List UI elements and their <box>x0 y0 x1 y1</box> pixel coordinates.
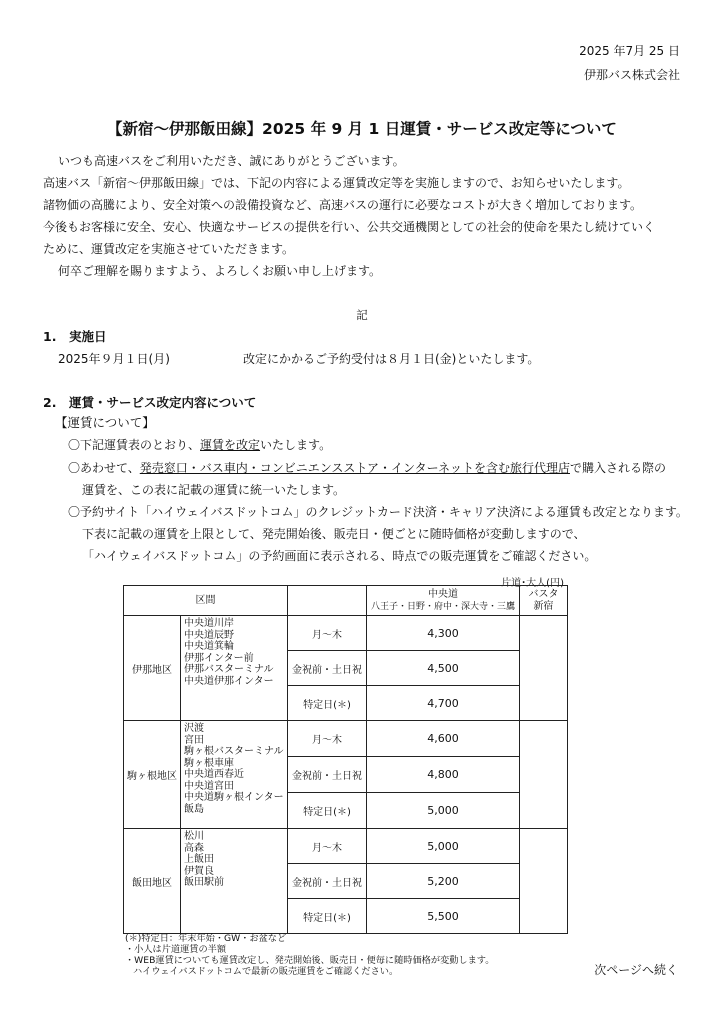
fare-price: 4,600 <box>367 721 520 757</box>
note-child-fare: ・小人は片道運賃の半額 <box>125 944 227 955</box>
issue-date: 2025 年7月 25 日 <box>579 44 680 58</box>
day-type: 月～木 <box>288 829 367 864</box>
area-name: 飯田地区 <box>124 829 181 934</box>
header-chuo-stops: 八王子・日野・府中・深大寺・三鷹 <box>370 601 515 612</box>
busta-cell <box>520 616 568 721</box>
company-name: 伊那バス株式会社 <box>583 68 680 82</box>
reservation-note: 改定にかかるご予約受付は８月１日(金)といたします。 <box>243 352 540 366</box>
fare-line-2-b: 発売窓口・バス車内・コンビニエンスストア・インターネットを含む旅行代理店 <box>139 461 570 475</box>
header-blank <box>288 586 367 616</box>
section-1-title: 1. 実施日 <box>43 329 107 344</box>
day-type: 月～木 <box>288 721 367 757</box>
day-type: 特定日(＊) <box>288 793 367 829</box>
fare-price: 4,500 <box>367 651 520 686</box>
next-page-label: 次ページへ続く <box>594 963 678 977</box>
header-chuo <box>367 586 520 616</box>
fare-line-1-c: いたします。 <box>260 438 332 452</box>
fare-price: 4,300 <box>367 616 520 651</box>
header-chuo-label: 中央道 <box>428 588 458 600</box>
area-stops: 沢渡 宮田 駒ヶ根バスターミナル 駒ヶ根車庫 中央道西春近 中央道宮田 中央道駒ヶ根インター 飯島 <box>181 721 288 829</box>
fare-price: 5,500 <box>367 899 520 934</box>
fare-line-6: 「ハイウェイバスドットコム」の予約画面に表示される、時点での販売運賃をご確認ください。 <box>82 549 597 563</box>
header-busta: バスタ 新宿 <box>520 586 568 616</box>
fare-line-3: 運賃を、この表に記載の運賃に統一いたします。 <box>82 483 346 497</box>
busta-cell <box>520 721 568 829</box>
fare-price: 5,000 <box>367 829 520 864</box>
day-type: 金祝前・土日祝 <box>288 864 367 899</box>
intro-line-5: ために、運賃改定を実施させていただきます。 <box>43 242 295 256</box>
area-stops: 中央道川岸 中央道辰野 中央道箕輪 伊那インター前 伊那バスターミナル 中央道伊那インター <box>181 616 288 721</box>
fare-price: 4,700 <box>367 686 520 721</box>
area-name: 伊那地区 <box>124 616 181 721</box>
busta-cell <box>520 829 568 934</box>
effective-date: 2025年９月１日(月) <box>58 352 170 366</box>
ki-mark: 記 <box>356 308 368 322</box>
note-web-confirm: ハイウェイバスドットコムで最新の販売運賃をご確認ください。 <box>133 966 399 977</box>
note-special-days: (＊)特定日：年末年始・GW・お盆など <box>125 933 287 944</box>
fare-price: 4,800 <box>367 757 520 793</box>
day-type: 金祝前・土日祝 <box>288 757 367 793</box>
fare-table <box>123 585 568 934</box>
intro-line-4: 今後もお客様に安全、安心、快適なサービスの提供を行い、公共交通機関としての社会的使命を果たし続けていく <box>43 220 656 234</box>
day-type: 月～木 <box>288 616 367 651</box>
fare-line-5: 下表に記載の運賃を上限として、発売開始後、販売日・便ごとに随時価格が変動しますので、 <box>82 527 586 541</box>
header-section: 区間 <box>124 586 288 616</box>
day-type: 金祝前・土日祝 <box>288 651 367 686</box>
intro-line-1: いつも高速バスをご利用いただき、誠にありがとうございます。 <box>58 154 405 168</box>
fare-line-2-a: 〇あわせて、 <box>68 461 140 475</box>
fare-unit: 片道･大人(円) <box>501 578 564 589</box>
fare-line-2 <box>68 459 666 476</box>
section-2-title: 2. 運賃・サービス改定内容について <box>43 395 257 410</box>
fare-line-1-b: 運賃を改定 <box>200 438 261 452</box>
note-web-fare: ・WEB運賃についても運賃改定し、発売開始後、販売日・便毎に随時価格が変動します。 <box>125 955 495 966</box>
fare-price: 5,200 <box>367 864 520 899</box>
fare-price: 5,000 <box>367 793 520 829</box>
intro-line-3: 諸物価の高騰により、安全対策への設備投資など、高速バスの運行に必要なコストが大きく増加しております。 <box>43 198 643 212</box>
fare-subheading: 【運賃について】 <box>55 415 155 430</box>
day-type: 特定日(＊) <box>288 686 367 721</box>
fare-line-1 <box>68 436 331 453</box>
fare-line-1-a: 〇下記運賃表のとおり、 <box>68 438 201 452</box>
fare-line-2-c: で購入される際の <box>569 461 666 475</box>
area-stops: 松川 高森 上飯田 伊賀良 飯田駅前 <box>181 829 288 934</box>
area-name: 駒ヶ根地区 <box>124 721 181 829</box>
fare-line-4: 〇予約サイト「ハイウェイバスドットコム」のクレジットカード決済・キャリア決済による運賃も改定となります。 <box>68 505 688 519</box>
intro-line-2: 高速バス「新宿～伊那飯田線」では、下記の内容による運賃改定等を実施しますので、お知らせいたします。 <box>43 176 630 190</box>
day-type: 特定日(＊) <box>288 899 367 934</box>
document-title: 【新宿～伊那飯田線】2025 年 9 月 1 日運賃・サービス改定等について <box>107 120 617 138</box>
intro-line-6: 何卒ご理解を賜りますよう、よろしくお願い申し上げます。 <box>58 264 382 278</box>
